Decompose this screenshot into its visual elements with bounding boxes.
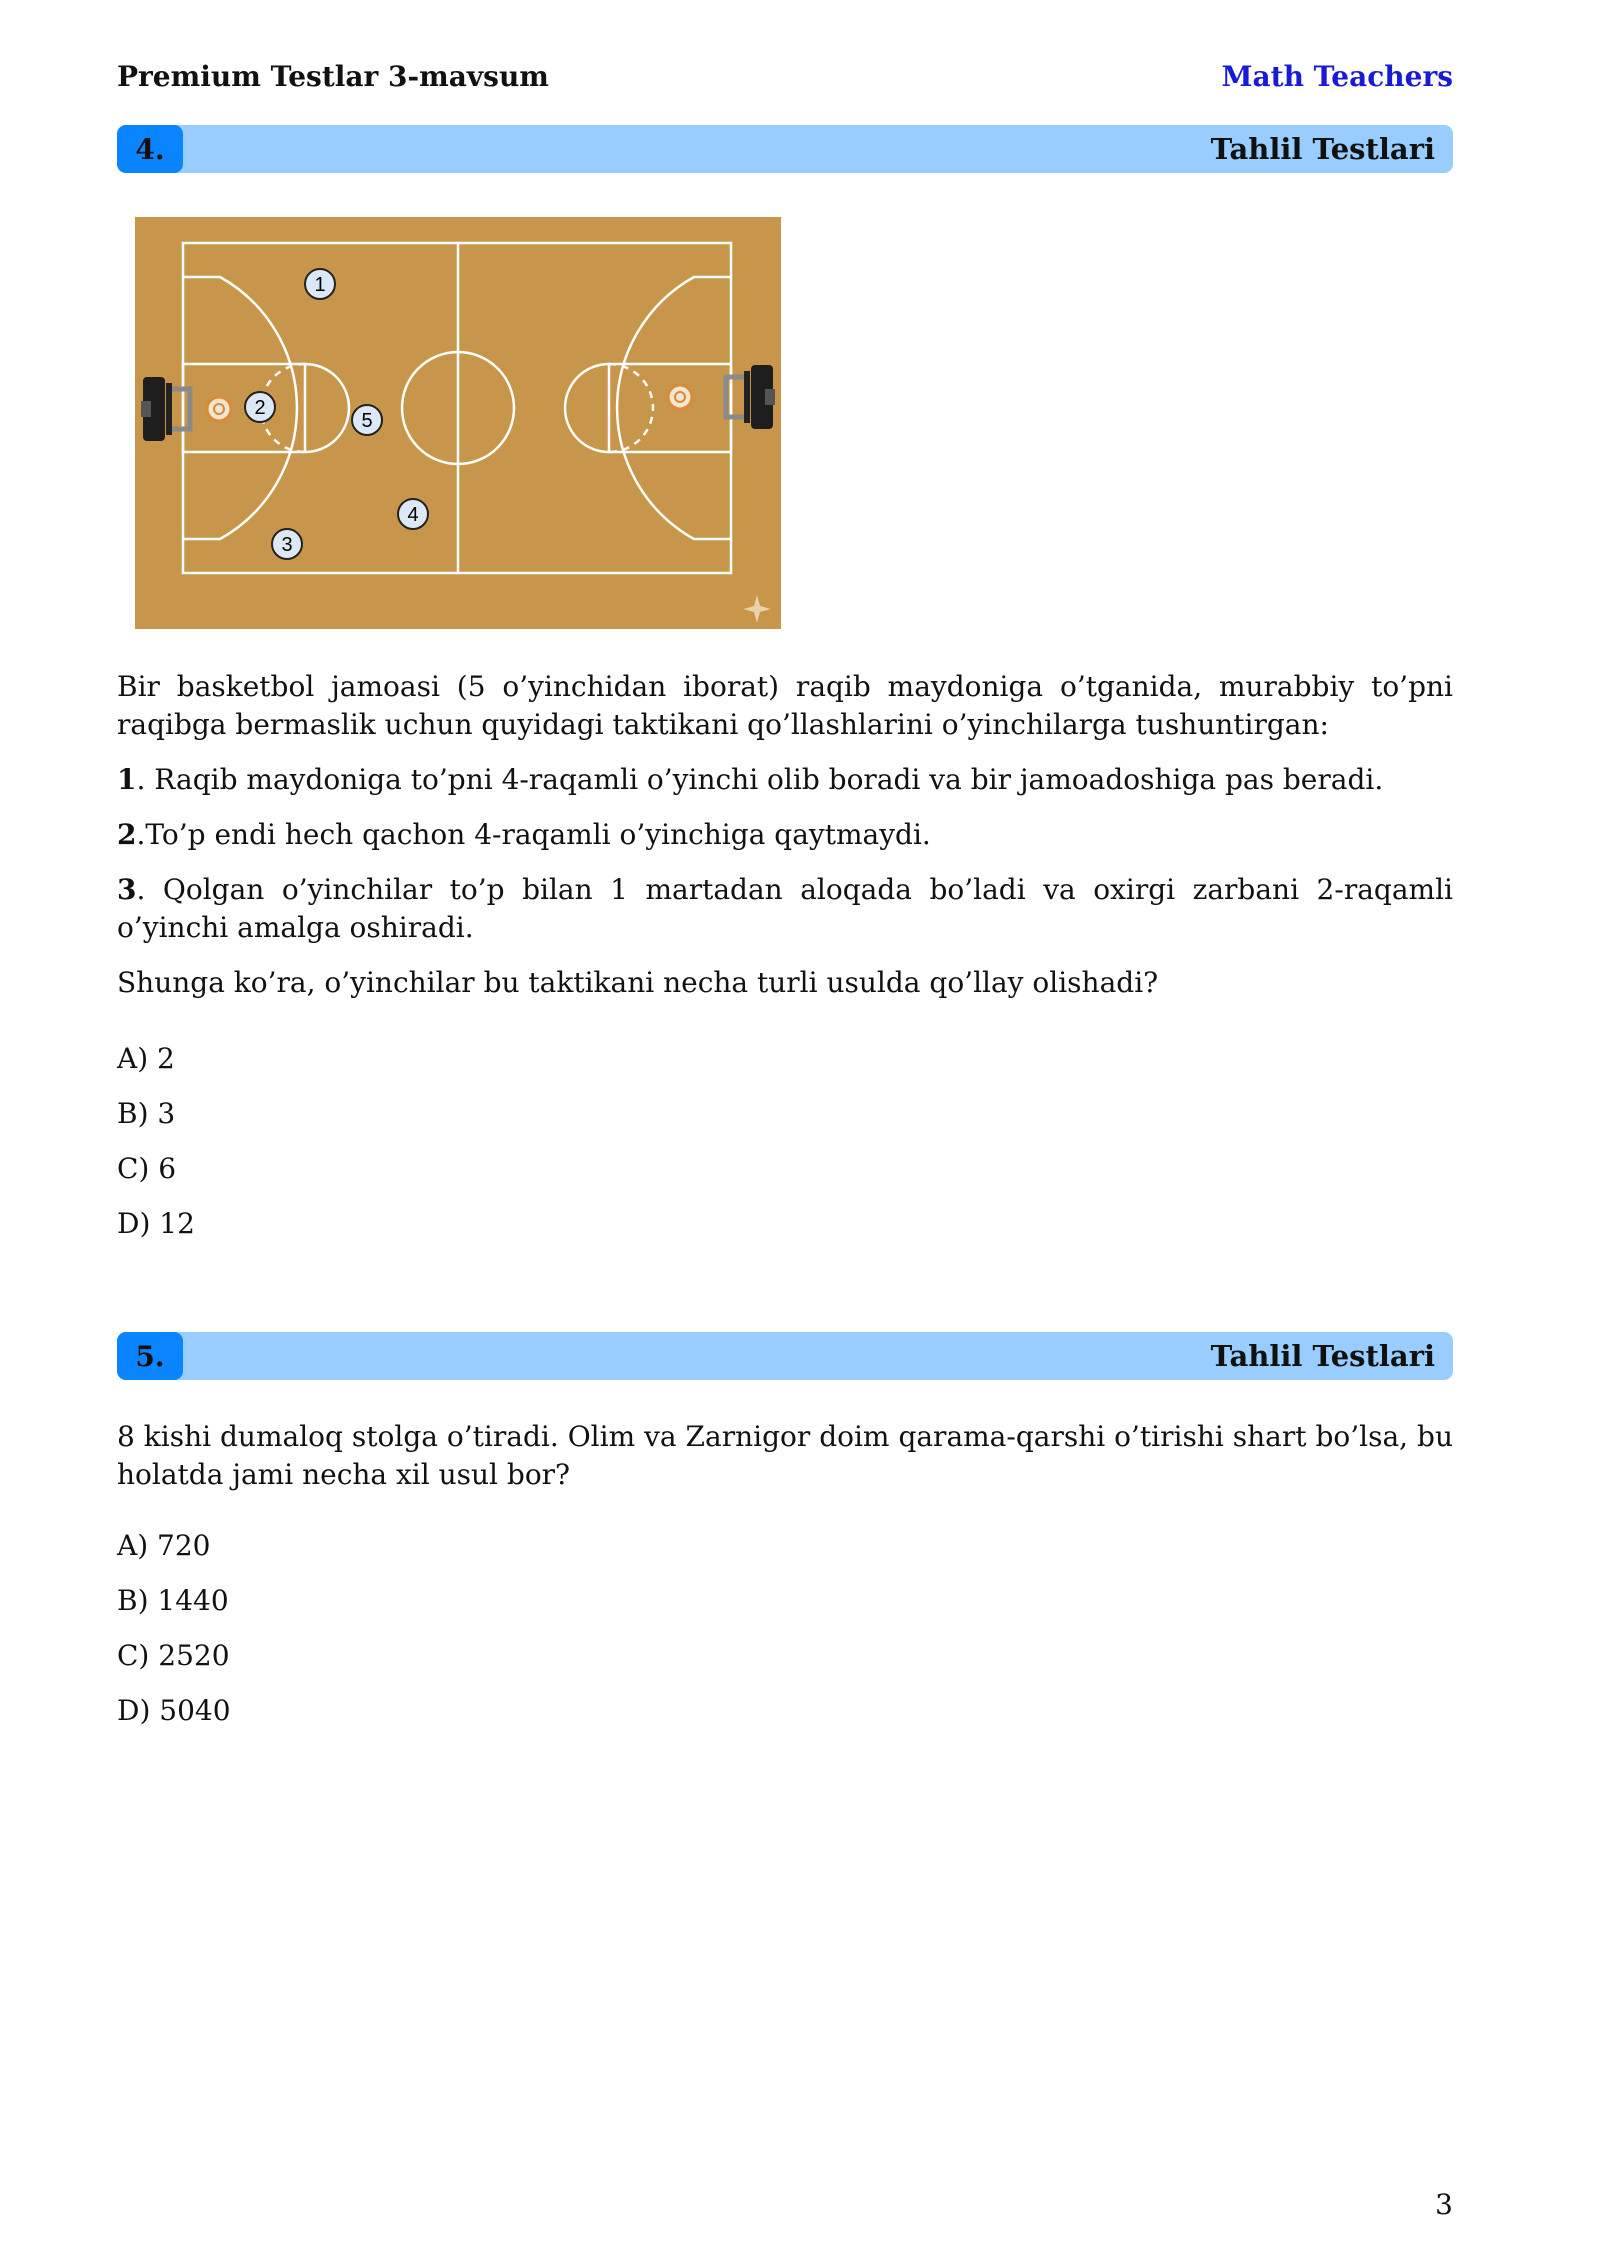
question-4-body (117, 668, 1453, 1019)
option-d[interactable]: D) 5040 (117, 1694, 231, 1727)
player-5-marker (352, 405, 382, 435)
svg-text:3: 3 (281, 534, 293, 556)
question-5-body (117, 1418, 1453, 1511)
question-4-intro: Bir basketbol jamoasi (5 o’yinchidan iborat) raqib maydoniga o’tganida, murabbiy to’pni raqibga bermaslik uchun quyidagi taktikani qo’llashlarini o’yinchilarga tushuntirgan: (117, 670, 1453, 741)
svg-text:4: 4 (407, 504, 419, 526)
section-title: Tahlil Testlari (1210, 1339, 1435, 1373)
question-4-options (117, 1040, 195, 1260)
section-title: Tahlil Testlari (1210, 132, 1435, 166)
running-header (117, 56, 1453, 96)
rule-3: 3. Qolgan o’yinchilar to’p bilan 1 martadan aloqada bo’ladi va oxirgi zarbani 2-raqamli o’yinchi amalga oshiradi. (117, 873, 1453, 944)
option-b[interactable]: B) 3 (117, 1097, 176, 1130)
question-5-header-bar (117, 1332, 1453, 1380)
rule-1: 1. Raqib maydoniga to’pni 4-raqamli o’yinchi olib boradi va bir jamoadoshiga pas beradi. (117, 763, 1384, 796)
option-c[interactable]: C) 2520 (117, 1639, 230, 1672)
option-a[interactable]: A) 2 (117, 1042, 175, 1075)
option-d[interactable]: D) 12 (117, 1207, 195, 1240)
option-a[interactable]: A) 720 (117, 1529, 211, 1562)
rule-2: 2.To’p endi hech qachon 4-raqamli o’yinchiga qaytmaydi. (117, 818, 931, 851)
svg-text:5: 5 (361, 410, 373, 432)
basketball-court-image (135, 217, 781, 629)
question-4-prompt: Shunga ko’ra, o’yinchilar bu taktikani necha turli usulda qo’llay olishadi? (117, 966, 1159, 999)
player-4-marker (398, 499, 428, 529)
question-4-header-bar (117, 125, 1453, 173)
header-brand: Math Teachers (1221, 59, 1453, 93)
player-2-marker (245, 392, 275, 422)
option-c[interactable]: C) 6 (117, 1152, 177, 1185)
player-1-marker (305, 269, 335, 299)
page-number: 3 (1435, 2188, 1453, 2221)
question-number: 5. (117, 1332, 183, 1380)
question-number: 4. (117, 125, 183, 173)
svg-text:2: 2 (254, 397, 266, 419)
header-title: Premium Testlar 3-mavsum (117, 59, 549, 93)
question-5-intro: 8 kishi dumaloq stolga o’tiradi. Olim va Zarnigor doim qarama-qarshi o’tirishi shart bo’lsa, bu holatda jami necha xil usul bor? (117, 1420, 1453, 1491)
svg-text:1: 1 (314, 274, 326, 296)
player-3-marker (272, 529, 302, 559)
option-b[interactable]: B) 1440 (117, 1584, 229, 1617)
question-5-options (117, 1527, 231, 1747)
